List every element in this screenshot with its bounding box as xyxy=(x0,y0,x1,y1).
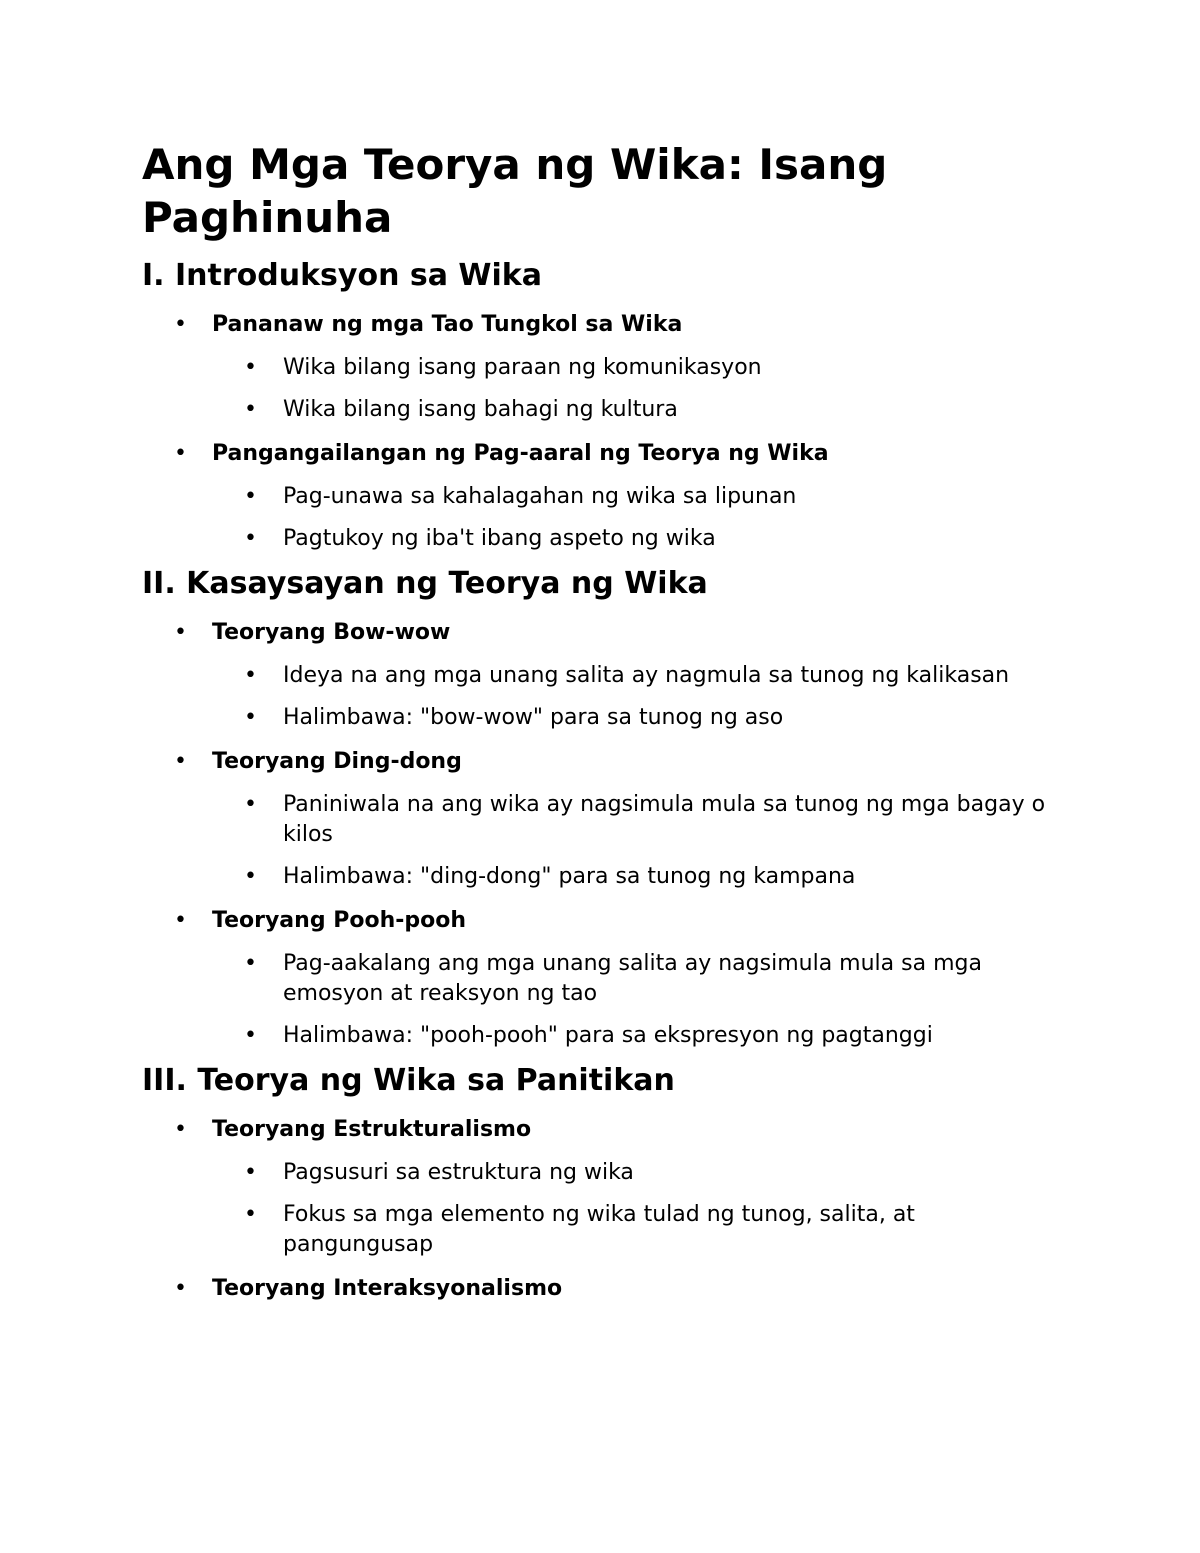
list-item-label: Teoryang Ding-dong xyxy=(212,749,462,774)
list-item-label: Pananaw ng mga Tao Tungkol sa Wika xyxy=(212,312,683,337)
bullet-icon: • xyxy=(244,355,257,380)
bullet-icon: • xyxy=(244,484,257,509)
sub-list-item xyxy=(212,482,1062,512)
bullet-icon: • xyxy=(244,663,257,688)
bullet-icon: • xyxy=(244,397,257,422)
bullet-icon: • xyxy=(244,951,257,976)
section-panitikan xyxy=(142,1063,1062,1305)
section-list xyxy=(142,308,1062,554)
sub-list-item xyxy=(212,1200,1062,1260)
bullet-icon: • xyxy=(244,1202,257,1227)
sub-list-item-text: Wika bilang isang paraan ng komunikasyon xyxy=(283,355,762,380)
list-item xyxy=(142,616,1062,733)
sub-list-item xyxy=(212,661,1062,691)
document-title: Ang Mga Teorya ng Wika: Isang Paghinuha xyxy=(142,140,888,242)
section-list xyxy=(142,1113,1062,1305)
bullet-icon: • xyxy=(244,864,257,889)
sub-list-item-text: Halimbawa: "pooh-pooh" para sa ekspresyon ng pagtanggi xyxy=(283,1023,933,1048)
list-item xyxy=(142,745,1062,892)
bullet-icon: • xyxy=(174,749,187,774)
bullet-icon: • xyxy=(174,312,187,337)
sub-list xyxy=(212,790,1062,892)
bullet-icon: • xyxy=(244,526,257,551)
list-item xyxy=(142,1113,1062,1260)
sub-list-item xyxy=(212,949,1062,1009)
list-item xyxy=(142,437,1062,554)
sub-list-item-text: Ideya na ang mga unang salita ay nagmula sa tunog ng kalikasan xyxy=(283,663,1010,688)
section-heading: I. Introduksyon sa Wika xyxy=(142,258,542,293)
section-heading: III. Teorya ng Wika sa Panitikan xyxy=(142,1063,675,1098)
section-heading: II. Kasaysayan ng Teorya ng Wika xyxy=(142,566,708,601)
bullet-icon: • xyxy=(174,441,187,466)
sub-list-item-text: Pag-aakalang ang mga unang salita ay nagsimula mula sa mga emosyon at reaksyon ng tao xyxy=(283,951,982,1006)
list-item-label: Teoryang Bow-wow xyxy=(212,620,451,645)
list-item-label: Teoryang Interaksyonalismo xyxy=(212,1276,563,1301)
bullet-icon: • xyxy=(174,1117,187,1142)
sub-list-item xyxy=(212,395,1062,425)
sub-list xyxy=(212,949,1062,1051)
sub-list-item-text: Fokus sa mga elemento ng wika tulad ng tunog, salita, at pangungusap xyxy=(283,1202,915,1257)
bullet-icon: • xyxy=(244,1023,257,1048)
bullet-icon: • xyxy=(244,792,257,817)
sub-list-item-text: Pagsusuri sa estruktura ng wika xyxy=(283,1160,634,1185)
sub-list-item xyxy=(212,790,1062,850)
list-item xyxy=(142,1272,1062,1305)
bullet-icon: • xyxy=(244,705,257,730)
sub-list-item xyxy=(212,1158,1062,1188)
list-item xyxy=(142,308,1062,425)
document-page xyxy=(142,138,1062,1317)
sub-list-item-text: Pagtukoy ng iba't ibang aspeto ng wika xyxy=(283,526,716,551)
sub-list-item xyxy=(212,862,1062,892)
section-introduksyon xyxy=(142,258,1062,554)
bullet-icon: • xyxy=(174,1276,187,1301)
sub-list-item-text: Halimbawa: "ding-dong" para sa tunog ng kampana xyxy=(283,864,856,889)
bullet-icon: • xyxy=(244,1160,257,1185)
sub-list-item xyxy=(212,353,1062,383)
sub-list xyxy=(212,353,1062,425)
list-item-label: Pangangailangan ng Pag-aaral ng Teorya ng Wika xyxy=(212,441,829,466)
list-item-label: Teoryang Estrukturalismo xyxy=(212,1117,532,1142)
sub-list xyxy=(212,661,1062,733)
sub-list xyxy=(212,1158,1062,1260)
list-item-label: Teoryang Pooh-pooh xyxy=(212,908,467,933)
sub-list-item-text: Halimbawa: "bow-wow" para sa tunog ng aso xyxy=(283,705,784,730)
bullet-icon: • xyxy=(174,908,187,933)
sub-list xyxy=(212,482,1062,554)
sub-list-item-text: Wika bilang isang bahagi ng kultura xyxy=(283,397,678,422)
sub-list-item xyxy=(212,703,1062,733)
sub-list-item-text: Paniniwala na ang wika ay nagsimula mula sa tunog ng mga bagay o kilos xyxy=(283,792,1046,847)
sub-list-item xyxy=(212,1021,1062,1051)
bullet-icon: • xyxy=(174,620,187,645)
sub-list-item xyxy=(212,524,1062,554)
list-item xyxy=(142,904,1062,1051)
section-list xyxy=(142,616,1062,1051)
section-kasaysayan xyxy=(142,566,1062,1051)
sub-list-item-text: Pag-unawa sa kahalagahan ng wika sa lipunan xyxy=(283,484,797,509)
